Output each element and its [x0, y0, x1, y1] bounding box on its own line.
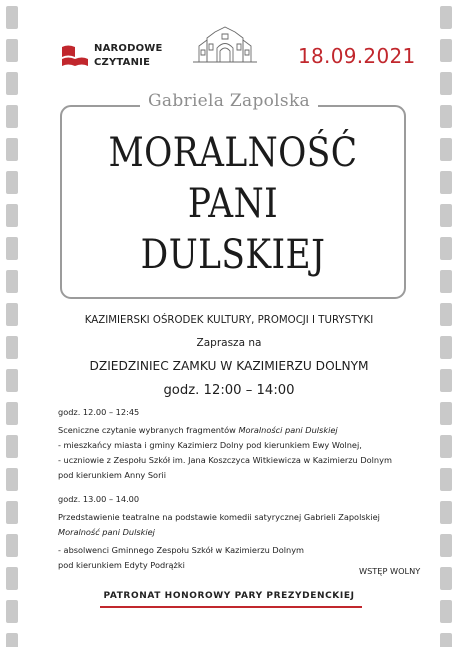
venue: DZIEDZINIEC ZAMKU W KAZIMIERZU DOLNYM: [89, 359, 369, 373]
program-2-line-1: - absolwenci Gminnego Zespołu Szkół w Kazimierzu Dolnym: [58, 545, 305, 555]
cultural-center-logo: [189, 24, 261, 76]
event-date: 18.09.2021: [298, 44, 416, 68]
program-1-line-2: - uczniowie z Zespołu Szkół im. Jana Koszczyca Witkiewicza w Kazimierzu Dolnym: [58, 455, 392, 465]
organizer: KAZIMIERSKI OŚRODEK KULTURY, PROMOCJI I TURYSTYKI: [84, 315, 374, 326]
film-sprocket: [440, 501, 452, 524]
film-sprocket: [6, 501, 18, 524]
building-icon: [189, 24, 261, 66]
film-sprocket: [6, 6, 18, 29]
red-divider: [100, 606, 362, 608]
film-sprocket: [6, 138, 18, 161]
program-1-description: Sceniczne czytanie wybranych fragmentów Moralności pani Dulskiej: [58, 425, 338, 435]
film-sprocket: [440, 270, 452, 293]
film-sprocket: [440, 138, 452, 161]
film-sprocket: [440, 237, 452, 260]
film-sprocket: [6, 402, 18, 425]
program-2-line-2: pod kierunkiem Edyty Podrążki: [58, 560, 185, 570]
film-sprocket: [440, 468, 452, 491]
narodowe-czytanie-logo: [60, 42, 190, 72]
film-sprocket: [440, 171, 452, 194]
film-sprocket: [6, 435, 18, 458]
film-sprocket: [6, 633, 18, 647]
event-hours: godz. 12:00 – 14:00: [163, 383, 295, 398]
title-line-3: DULSKIEJ: [140, 232, 326, 278]
program-1-line-3: pod kierunkiem Anny Sorii: [58, 470, 166, 480]
film-sprocket: [440, 6, 452, 29]
film-sprocket: [440, 633, 452, 647]
film-sprocket: [6, 171, 18, 194]
title-line-2: PANI: [187, 181, 279, 227]
program-1-time: godz. 12.00 – 12:45: [58, 407, 140, 417]
film-sprocket: [440, 567, 452, 590]
invitation-text: Zaprasza na: [196, 337, 262, 349]
film-sprocket: [6, 270, 18, 293]
logo-line-1: NARODOWE: [94, 43, 163, 54]
author-name: Gabriela Zapolska: [148, 91, 310, 111]
film-sprocket: [6, 567, 18, 590]
title-line-1: MORALNOŚĆ: [108, 130, 358, 176]
film-sprocket: [440, 402, 452, 425]
film-sprocket: [440, 435, 452, 458]
film-sprocket: [6, 534, 18, 557]
program-2-play-title: Moralność pani Dulskiej: [58, 527, 155, 537]
film-sprocket: [6, 39, 18, 62]
book-icon: [60, 43, 90, 69]
film-sprocket: [440, 534, 452, 557]
film-sprocket: [440, 204, 452, 227]
film-sprocket: [6, 204, 18, 227]
program-2-time: godz. 13.00 – 14.00: [58, 494, 140, 504]
free-entry-label: WSTĘP WOLNY: [359, 566, 421, 576]
logo-line-2: CZYTANIE: [94, 57, 151, 68]
play-title: Moralności pani Dulskiej: [238, 425, 338, 435]
film-sprocket: [440, 600, 452, 623]
program-1-line-1: - mieszkańcy miasta i gminy Kazimierz Dolny pod kierunkiem Ewy Wolnej,: [58, 440, 362, 450]
film-sprocket: [6, 468, 18, 491]
film-sprocket: [6, 237, 18, 260]
film-sprocket: [440, 39, 452, 62]
patronage-label: PATRONAT HONOROWY PARY PREZYDENCKIEJ: [103, 591, 355, 601]
film-sprocket: [6, 600, 18, 623]
program-2-description: Przedstawienie teatralne na podstawie komedii satyrycznej Gabrieli Zapolskiej: [58, 512, 380, 522]
